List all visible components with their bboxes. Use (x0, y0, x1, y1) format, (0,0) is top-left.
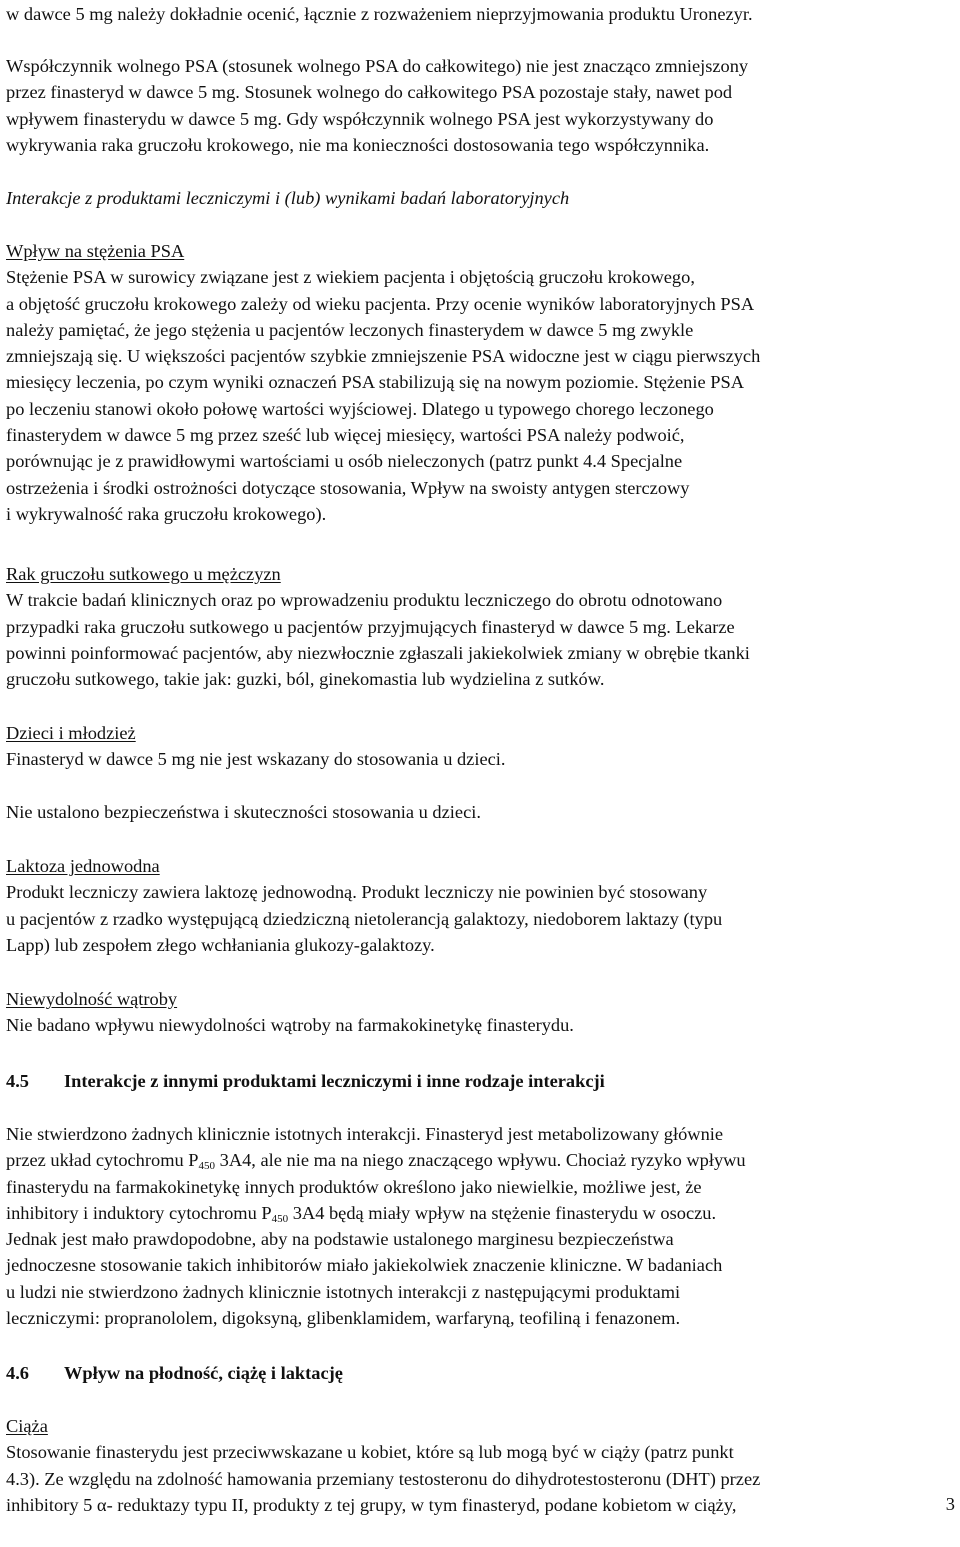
section-4-5-heading (6, 1068, 605, 1094)
text-line: Jednak jest mało prawdopodobne, aby na podstawie ustalonego marginesu bezpieczeństwa (6, 1229, 674, 1250)
psa-heading: Wpływ na stężenia PSA (6, 241, 185, 261)
text-line: ostrzeżenia i środki ostrożności dotyczące stosowania, Wpływ na swoisty antygen sterczowy (6, 477, 690, 498)
section-title: Interakcje z innymi produktami leczniczymi i inne rodzaje interakcji (64, 1071, 605, 1091)
text-line: Stężenie PSA w surowicy związane jest z wiekiem pacjenta i objętością gruczołu krokowego, (6, 267, 695, 288)
text-line: po leczeniu stanowi około połowę wartości wyjściowej. Dlatego u typowego chorego leczonego (6, 398, 714, 419)
section-breast-cancer (6, 561, 750, 692)
lactose-heading: Laktoza jednowodna (6, 856, 160, 876)
pregnancy-heading: Ciąża (6, 1416, 48, 1436)
text-line: miesięcy leczenia, po czym wyniki oznaczeń PSA stabilizują się na nowym poziomie. Stężenie PSA (6, 372, 744, 393)
section-liver (6, 986, 574, 1039)
text-line: Nie stwierdzono żadnych klinicznie istotnych interakcji. Finasteryd jest metabolizowany głównie (6, 1124, 724, 1144)
text-line: przez finasteryd w dawce 5 mg. Stosunek wolnego do całkowitego PSA pozostaje stały, nawet pod (6, 82, 733, 103)
children-heading: Dzieci i młodzież (6, 723, 136, 743)
text-line: u ludzi nie stwierdzono żadnych klinicznie istotnych interakcji z następującymi produktami (6, 1281, 681, 1302)
paragraph-free-psa (6, 53, 748, 158)
text-line: inhibitory 5 α- reduktazy typu II, produkty z tej grupy, w tym finasteryd, podane kobietom w ciąży, (6, 1494, 737, 1515)
text-line: a objętość gruczołu krokowego zależy od wieku pacjenta. Przy ocenie wyników laboratoryjnych PSA (6, 293, 755, 314)
text-line: Nie badano wpływu niewydolności wątroby na farmakokinetykę finasterydu. (6, 1015, 574, 1036)
text-line: inhibitory i induktory cytochromu $P_{450}$ 3A4 będą miały wpływ na stężenie finasterydu w osoczu. (6, 1202, 717, 1225)
section-4-6-heading (6, 1360, 343, 1386)
text-line: wykrywania raka gruczołu krokowego, nie ma konieczności dostosowania tego współczynnika. (6, 134, 710, 155)
text-line: przypadki raka gruczołu sutkowego u pacjentów przyjmujących finasteryd w dawce 5 mg. Lekarze (6, 616, 735, 637)
liver-heading: Niewydolność wątroby (6, 989, 178, 1009)
section-lactose (6, 853, 722, 958)
text-line: wpływem finasterydu w dawce 5 mg. Gdy współczynnik wolnego PSA jest wykorzystywany do (6, 108, 714, 129)
text-line: u pacjentów z rzadko występującą dziedziczną nietolerancją galaktozy, niedoborem laktazy (typu (6, 908, 723, 929)
text-line: Lapp) lub zespołem złego wchłaniania glukozy-galaktozy. (6, 934, 435, 955)
paragraph-continuation (6, 1, 753, 27)
section-pregnancy (6, 1413, 760, 1518)
section-number: 4.5 (6, 1071, 29, 1091)
breast-cancer-heading: Rak gruczołu sutkowego u mężczyzn (6, 564, 281, 584)
section-4-5-body (6, 1121, 746, 1331)
section-children (6, 720, 505, 773)
text-line: Stosowanie finasterydu jest przeciwwskazane u kobiet, które są lub mogą być w ciąży (patrz punkt (6, 1442, 734, 1463)
text-line: zmniejszają się. U większości pacjentów szybkie zmniejszenie PSA widoczne jest w ciągu pierwszych (6, 346, 761, 367)
section-number: 4.6 (6, 1363, 29, 1383)
text-line: przez układ cytochromu $P_{450}$ 3A4, ale nie ma na niego znaczącego wpływu. Chociaż ryzyko wpływu (6, 1150, 746, 1173)
paragraph-children-safety (6, 799, 481, 825)
text-line: gruczołu sutkowego, takie jak: guzki, ból, ginekomastia lub wydzielina z sutków. (6, 669, 605, 690)
text-line: i wykrywalność raka gruczołu krokowego). (6, 503, 327, 524)
section-title: Wpływ na płodność, ciążę i laktację (64, 1363, 343, 1383)
interactions-lab-heading (6, 185, 569, 211)
text-line: W trakcie badań klinicznych oraz po wprowadzeniu produktu leczniczego do obrotu odnotowano (6, 590, 723, 611)
text-line: Interakcje z produktami leczniczymi i (lub) wynikami badań laboratoryjnych (6, 188, 570, 208)
page-number: 3 (945, 1494, 955, 1514)
text-line: należy pamiętać, że jego stężenia u pacjentów leczonych finasterydem w dawce 5 mg zwykle (6, 319, 694, 340)
text-line: finasterydu na farmakokinetykę innych produktów określono jako niewielkie, możliwe jest, że (6, 1176, 702, 1197)
text-line: Finasteryd w dawce 5 mg nie jest wskazany do stosowania u dzieci. (6, 749, 506, 770)
text-line: powinni poinformować pacjentów, aby niezwłocznie zgłaszali jakiekolwiek zmiany w obrębie tkanki (6, 642, 750, 663)
text-line: finasterydem w dawce 5 mg przez sześć lub więcej miesięcy, wartości PSA należy podwoić, (6, 425, 685, 446)
text-line: Współczynnik wolnego PSA (stosunek wolnego PSA do całkowitego) nie jest znacząco zmniejszony (6, 56, 749, 76)
text-line: Produkt leczniczy zawiera laktozę jednowodną. Produkt leczniczy nie powinien być stosowany (6, 882, 708, 903)
text-line: w dawce 5 mg należy dokładnie ocenić, łącznie z rozważeniem nieprzyjmowania produktu Uronezyr. (6, 4, 753, 24)
section-psa (6, 238, 760, 527)
text-line: leczniczymi: propranololem, digoksyną, glibenklamidem, warfaryną, teofiliną i fenazonem. (6, 1308, 681, 1329)
text-line: 4.3). Ze względu na zdolność hamowania przemiany testosteronu do dihydrotestosteronu (DHT) przez (6, 1468, 761, 1489)
text-line: Nie ustalono bezpieczeństwa i skuteczności stosowania u dzieci. (6, 802, 481, 822)
text-line: porównując je z prawidłowymi wartościami u osób nieleczonych (patrz punkt 4.4 Specjalne (6, 451, 683, 472)
subscript-450: 450 (198, 1160, 216, 1173)
text-line: jednoczesne stosowanie takich inhibitorów miało jakiekolwiek znaczenie kliniczne. W badaniach (6, 1255, 723, 1276)
subscript-450: 450 (271, 1212, 289, 1225)
